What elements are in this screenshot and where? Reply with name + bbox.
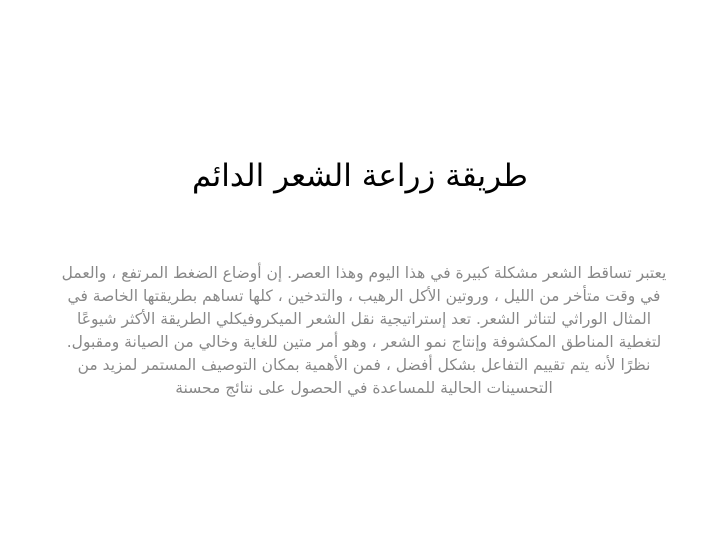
slide-title: طريقة زراعة الشعر الدائم [192,158,528,194]
slide-body-text: يعتبر تساقط الشعر مشكلة كبيرة في هذا اليوم وهذا العصر. إن أوضاع الضغط المرتفع ، والعمل في وقت متأخر من الليل ، وروتين الأكل الرهيب ، والتدخين ، كلها تساهم بطريقتها الخاصة في المثال الوراثي لتناثر الشعر. تعد إستراتيجية نقل الشعر الميكروفيكلي الطريقة الأكثر شيوعًا لتغطية المناطق المكشوفة وإنتاج نمو الشعر ، وهو أمر متين للغاية وخالي من الصيانة ومقبول. نظرًا لأنه يتم تقييم التفاعل بشكل أفضل ، فمن الأهمية بمكان التوصيف المستمر لمزيد من التحسينات الحالية للمساعدة في الحصول على نتائج محسنة [61,264,667,397]
